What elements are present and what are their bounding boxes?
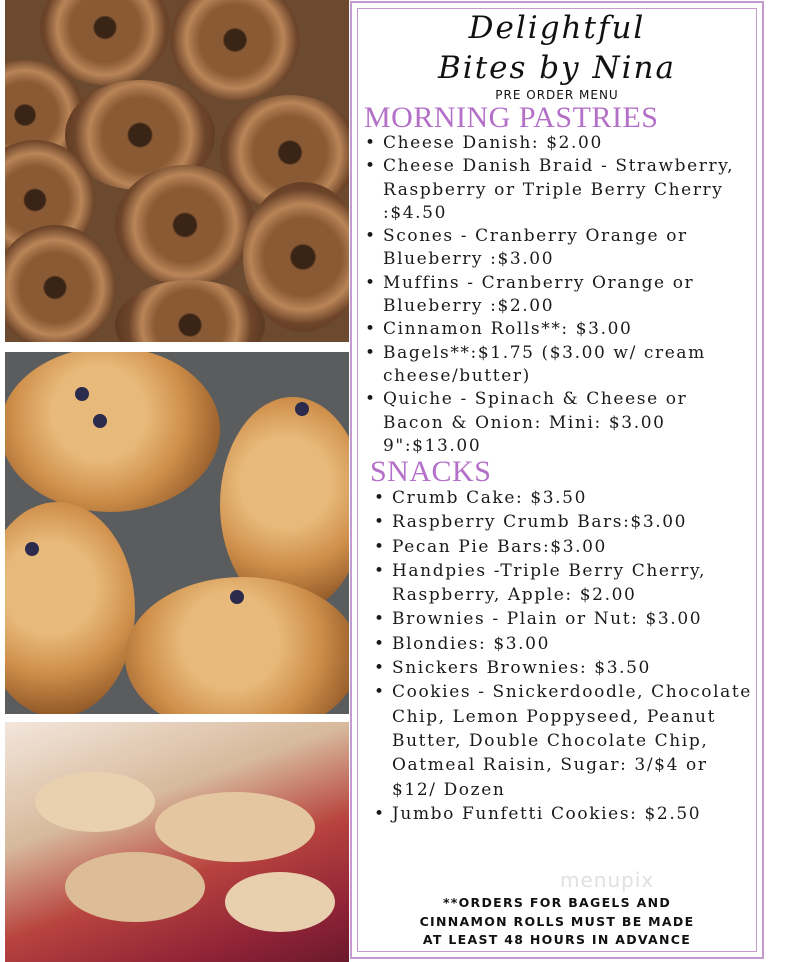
note-line: CINNAMON ROLLS MUST BE MADE [419, 913, 695, 929]
bakery-title-line1: Delightful [468, 10, 646, 46]
crumb-bars-photo [5, 722, 349, 962]
menu-subtitle: PRE ORDER MENU [495, 88, 619, 102]
muffins-photo [5, 352, 349, 714]
list-item: • Cinnamon Rolls**: $3.00 [363, 318, 753, 341]
list-item: • Bagels**:$1.75 ($3.00 w/ cream cheese/butter) [363, 342, 753, 389]
list-item: • Raspberry Crumb Bars:$3.00 [372, 510, 754, 534]
morning-pastries-heading: MORNING PASTRIES [364, 101, 659, 134]
page-margin [764, 0, 792, 962]
snacks-list [372, 486, 754, 826]
bakery-title-line2: Bites by Nina [438, 50, 676, 86]
list-item: • Crumb Cake: $3.50 [372, 486, 754, 510]
bagels-photo [5, 0, 349, 342]
snacks-heading: SNACKS [370, 455, 492, 488]
list-item: • Muffins - Cranberry Orange or Blueberry :$2.00 [363, 272, 753, 319]
advance-order-note [357, 894, 757, 950]
list-item: • Handpies -Triple Berry Cherry, Raspberry, Apple: $2.00 [372, 559, 754, 608]
list-item: • Snickers Brownies: $3.50 [372, 656, 754, 680]
list-item: • Cookies - Snickerdoodle, Chocolate Chip, Lemon Poppyseed, Peanut Butter, Double Chocolate Chip, Oatmeal Raisin, Sugar: 3/$4 or $12/ Dozen [372, 680, 754, 801]
list-item: • Cheese Danish: $2.00 [363, 132, 753, 155]
photo-column [0, 0, 350, 962]
list-item: • Blondies: $3.00 [372, 632, 754, 656]
list-item: • Jumbo Funfetti Cookies: $2.50 [372, 802, 754, 826]
note-line: **ORDERS FOR BAGELS AND [442, 895, 672, 910]
morning-pastries-list [363, 132, 753, 458]
menupix-watermark: menupix [560, 868, 655, 892]
list-item: • Cheese Danish Braid - Strawberry, Raspberry or Triple Berry Cherry :$4.50 [363, 155, 753, 225]
list-item: • Pecan Pie Bars:$3.00 [372, 535, 754, 559]
list-item: • Scones - Cranberry Orange or Blueberry :$3.00 [363, 225, 753, 272]
list-item: • Brownies - Plain or Nut: $3.00 [372, 607, 754, 631]
note-line: AT LEAST 48 HOURS IN ADVANCE [422, 932, 692, 947]
list-item: • Quiche - Spinach & Cheese or Bacon & Onion: Mini: $3.00 9":$13.00 [363, 388, 753, 458]
